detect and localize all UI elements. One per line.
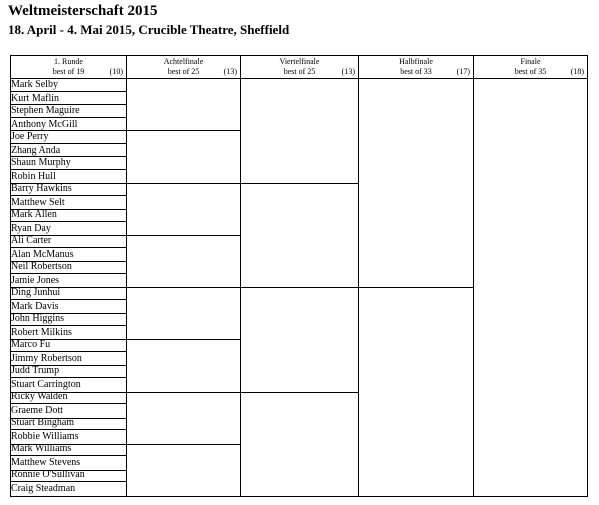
round-frames-to-win: (10) [109,67,123,76]
match-box-round-2 [126,235,241,288]
player-name: Jimmy Robertson [10,351,126,364]
round-name: Halbfinale [399,57,433,66]
player-name: John Higgins [11,313,65,324]
player-name: Stuart Carrington [10,377,126,390]
match-box-round-2 [126,444,241,497]
page-title: Weltmeisterschaft 2015 [8,3,158,19]
player-name: Barry Hawkins [11,183,72,194]
match-box-round-2 [126,392,241,445]
match-box-round-3 [240,287,359,393]
round-header-5 [473,55,588,79]
player-name: Mark Selby [11,79,58,90]
player-name: Anthony McGill [10,117,126,130]
match-box-round-2 [126,339,241,392]
match-box-round-2 [126,78,241,131]
match-box-round-3 [240,392,359,498]
player-name: Alan McManus [10,247,126,260]
player-name: Robert Milkins [10,325,126,338]
player-name: Ronnie O'Sullivan [11,469,85,480]
player-name: Ding Junhui [11,287,61,298]
player-name: Judd Trump [11,365,60,376]
round-best-of: best of 25 [167,67,200,76]
round-header-3 [240,55,359,79]
player-name: Neil Robertson [11,261,72,272]
player-name: Ali Carter [11,235,52,246]
player-name: Robin Hull [10,169,126,182]
match-box-round-4 [358,287,474,497]
player-name: Mark Davis [10,299,126,312]
round-frames-to-win: (17) [456,67,470,76]
player-name: Ryan Day [10,221,126,234]
player-name: Matthew Stevens [10,455,126,468]
round-frames-to-win: (13) [223,67,237,76]
round-best-of: best of 35 [514,67,547,76]
round-header-2 [126,55,241,79]
round-name: Viertelfinale [279,57,320,66]
player-name: Stuart Bingham [11,417,75,428]
round-best-of: best of 19 [52,67,85,76]
round-header-4 [358,55,474,79]
match-box-round-4 [358,78,474,288]
player-name: Marco Fu [11,339,51,350]
player-name: Zhang Anda [10,143,126,156]
match-box-round-2 [126,287,241,340]
player-name: Stephen Maguire [11,105,80,116]
round-name: 1. Runde [54,57,83,66]
player-name: Joe Perry [11,131,49,142]
round-best-of: best of 33 [400,67,432,76]
round-frames-to-win: (18) [570,67,584,76]
player-name: Mark Williams [11,443,72,454]
match-box-round-3 [240,183,359,289]
round-header-1 [10,55,127,79]
round-best-of: best of 25 [283,67,316,76]
page-subtitle: 18. April - 4. Mai 2015, Crucible Theatre, Sheffield [8,22,290,37]
match-box-round-5 [473,78,588,497]
player-name: Robbie Williams [10,429,126,442]
player-name: Ricky Walden [11,391,68,402]
player-name: Craig Steadman [10,481,126,494]
player-name: Mark Allen [11,209,57,220]
round-name: Achtelfinale [163,57,204,66]
player-name: Matthew Selt [10,195,126,208]
player-name: Jamie Jones [10,273,126,286]
match-box-round-3 [240,78,359,184]
player-name: Shaun Murphy [11,157,71,168]
player-name: Kurt Maflin [10,91,126,104]
match-box-round-2 [126,130,241,183]
match-box-round-2 [126,183,241,236]
round-name: Finale [520,57,541,66]
round-frames-to-win: (13) [341,67,355,76]
player-name: Graeme Dott [10,403,126,416]
